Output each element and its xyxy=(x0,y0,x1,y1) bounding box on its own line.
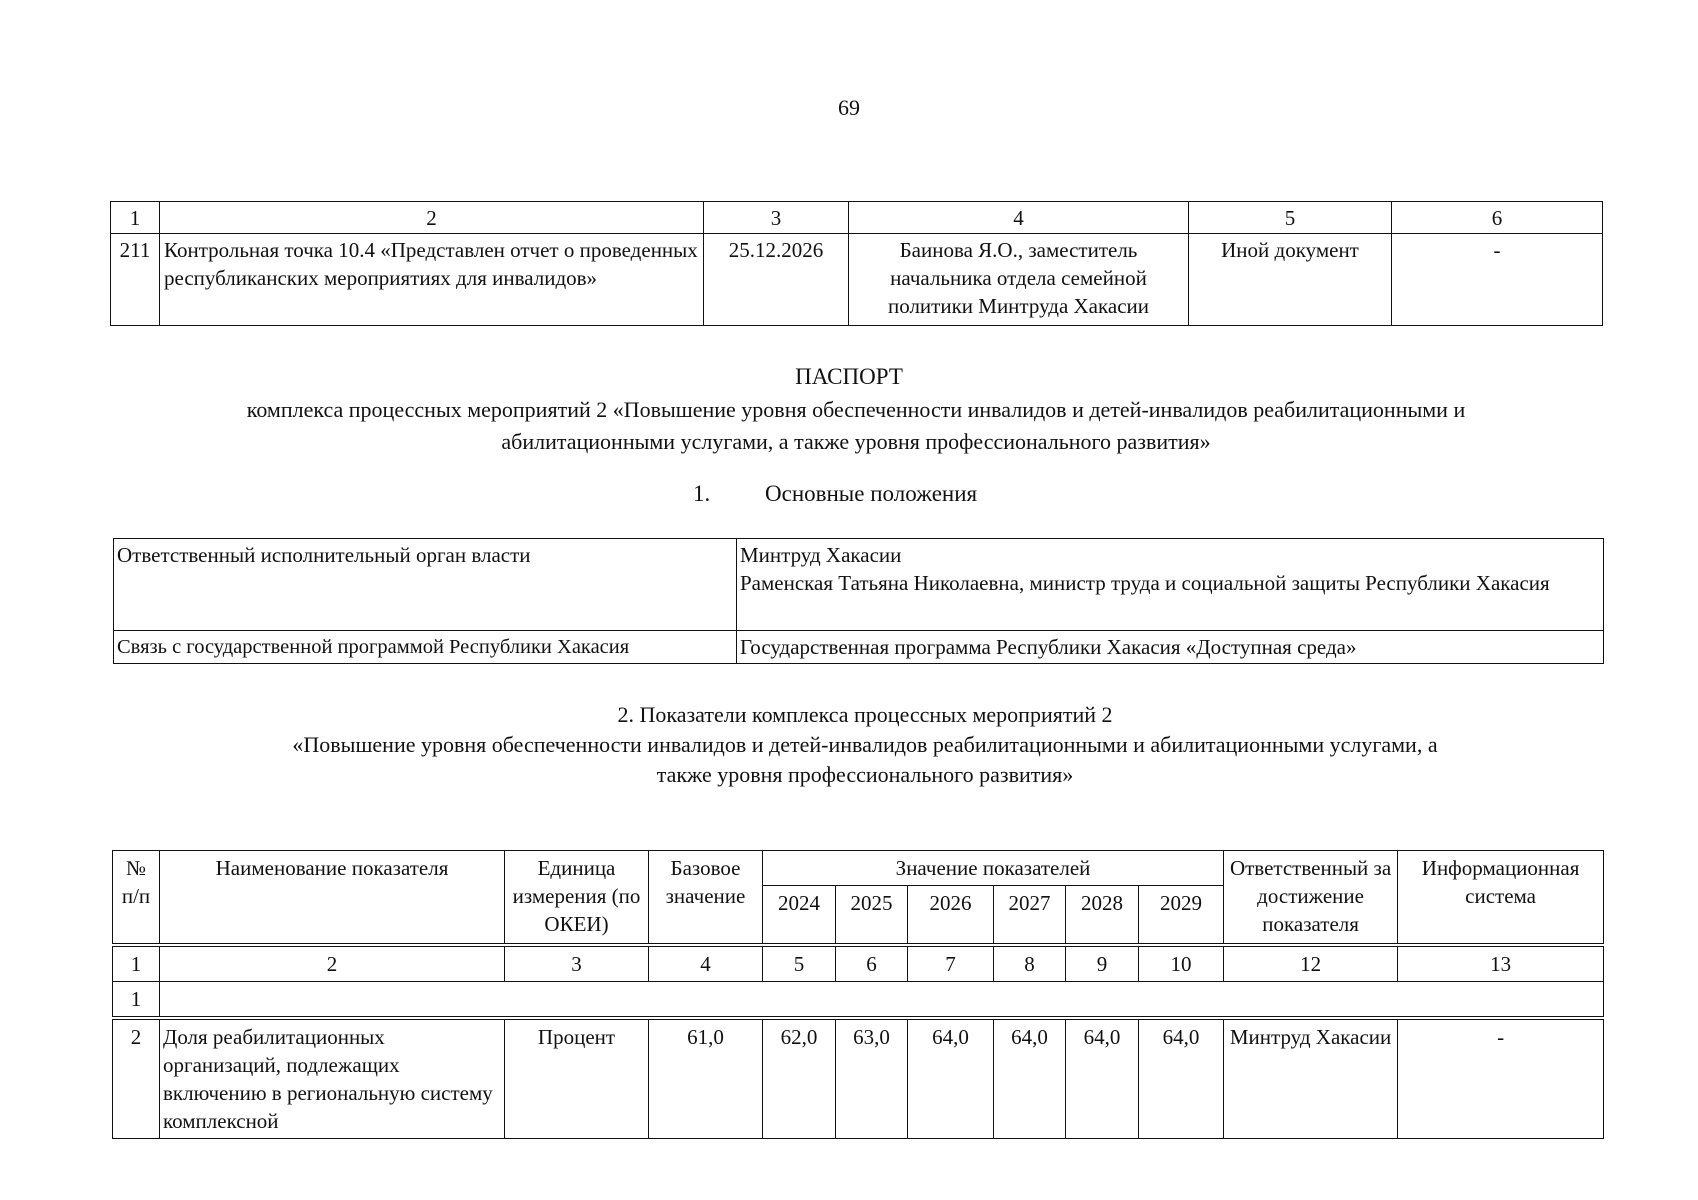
col-num-6: 6 xyxy=(1392,202,1603,234)
page-number: 69 xyxy=(838,95,860,120)
table-header-row xyxy=(113,851,1604,886)
table-row xyxy=(111,234,1603,326)
indicator-base: 61,0 xyxy=(649,1020,763,1139)
indicator-value-2026: 64,0 xyxy=(908,1020,994,1139)
header-year: 2026 xyxy=(908,886,994,944)
indicator-unit: Процент xyxy=(505,1020,649,1139)
header-num: № п/п xyxy=(113,851,160,944)
control-point-name: Контрольная точка 10.4 «Представлен отчет о проведенных республиканских мероприятиях для инвалидов» xyxy=(160,234,704,326)
header-values: Значение показателей xyxy=(763,851,1224,886)
indicator-value-2027: 64,0 xyxy=(994,1020,1066,1139)
section-row-content xyxy=(160,982,1604,1017)
header-year: 2025 xyxy=(836,886,908,944)
indicator-system: - xyxy=(1398,1020,1604,1139)
col-num-3: 3 xyxy=(704,202,849,234)
table-row xyxy=(114,631,1604,664)
passport-subtitle-line2: абилитационными услугами, а также уровня профессионального развития» xyxy=(501,429,1211,454)
table-row xyxy=(114,539,1604,631)
header-year: 2029 xyxy=(1139,886,1224,944)
col-number: 12 xyxy=(1224,947,1398,982)
col-number: 10 xyxy=(1139,947,1224,982)
section2-heading xyxy=(130,700,1600,790)
responsible-body-line1: Минтруд Хакасии xyxy=(740,543,902,567)
section2-line1: 2. Показатели комплекса процессных мероприятий 2 xyxy=(617,702,1113,727)
header-year: 2028 xyxy=(1066,886,1139,944)
section1-title: Основные положения xyxy=(765,481,978,506)
responsible-body-value xyxy=(737,539,1604,631)
header-responsible: Ответственный за достижение показателя xyxy=(1224,851,1398,944)
table-header-row xyxy=(111,202,1603,234)
indicator-name: Доля реабилитационных организаций, подлежащих включению в региональную систему комплексной xyxy=(160,1020,505,1139)
passport-subtitle xyxy=(110,394,1602,458)
col-num-1: 1 xyxy=(111,202,160,234)
col-number: 8 xyxy=(994,947,1066,982)
col-num-5: 5 xyxy=(1189,202,1392,234)
responsible-body-line2: Раменская Татьяна Николаевна, министр труда и социальной защиты Республики Хакасия xyxy=(740,571,1550,595)
control-point-document: Иной документ xyxy=(1189,234,1392,326)
control-point-responsible: Баинова Я.О., заместитель начальника отдела семейной политики Минтруда Хакасии xyxy=(849,234,1189,326)
col-number: 3 xyxy=(505,947,649,982)
col-number: 13 xyxy=(1398,947,1604,982)
program-link-label: Связь с государственной программой Республики Хакасия xyxy=(114,631,737,664)
section-row-number: 1 xyxy=(113,982,160,1017)
col-number: 9 xyxy=(1066,947,1139,982)
col-number: 4 xyxy=(649,947,763,982)
header-year: 2024 xyxy=(763,886,836,944)
basic-provisions-table xyxy=(113,538,1604,664)
column-numbering-row xyxy=(113,947,1604,982)
table-row xyxy=(113,1020,1604,1139)
indicator-value-2028: 64,0 xyxy=(1066,1020,1139,1139)
indicator-number: 2 xyxy=(113,1020,160,1139)
section1-number: 1. xyxy=(693,481,711,506)
indicators-table xyxy=(112,850,1604,1139)
col-number: 2 xyxy=(160,947,505,982)
control-point-system: - xyxy=(1392,234,1603,326)
col-number: 1 xyxy=(113,947,160,982)
responsible-body-label: Ответственный исполнительный орган власти xyxy=(114,539,737,631)
passport-title: ПАСПОРТ xyxy=(795,364,903,389)
header-unit: Единица измерения (по ОКЕИ) xyxy=(505,851,649,944)
indicator-value-2029: 64,0 xyxy=(1139,1020,1224,1139)
header-base: Базовое значение xyxy=(649,851,763,944)
control-points-table xyxy=(110,201,1603,326)
header-year: 2027 xyxy=(994,886,1066,944)
header-system: Информационная система xyxy=(1398,851,1604,944)
col-number: 6 xyxy=(836,947,908,982)
row-number: 211 xyxy=(111,234,160,326)
indicator-value-2025: 63,0 xyxy=(836,1020,908,1139)
col-num-2: 2 xyxy=(160,202,704,234)
indicator-value-2024: 62,0 xyxy=(763,1020,836,1139)
indicator-responsible: Минтруд Хакасии xyxy=(1224,1020,1398,1139)
section-row xyxy=(113,982,1604,1017)
section2-line3: также уровня профессионального развития» xyxy=(656,762,1074,787)
control-point-date: 25.12.2026 xyxy=(704,234,849,326)
program-link-value: Государственная программа Республики Хакасия «Доступная среда» xyxy=(737,631,1604,664)
passport-subtitle-line1: комплекса процессных мероприятий 2 «Повышение уровня обеспеченности инвалидов и детей-инвалидов реабилитационными и xyxy=(246,397,1466,422)
header-name: Наименование показателя xyxy=(160,851,505,944)
section2-line2: «Повышение уровня обеспеченности инвалидов и детей-инвалидов реабилитационными и абилитационными услугами, а xyxy=(292,732,1438,757)
col-num-4: 4 xyxy=(849,202,1189,234)
col-number: 7 xyxy=(908,947,994,982)
col-number: 5 xyxy=(763,947,836,982)
